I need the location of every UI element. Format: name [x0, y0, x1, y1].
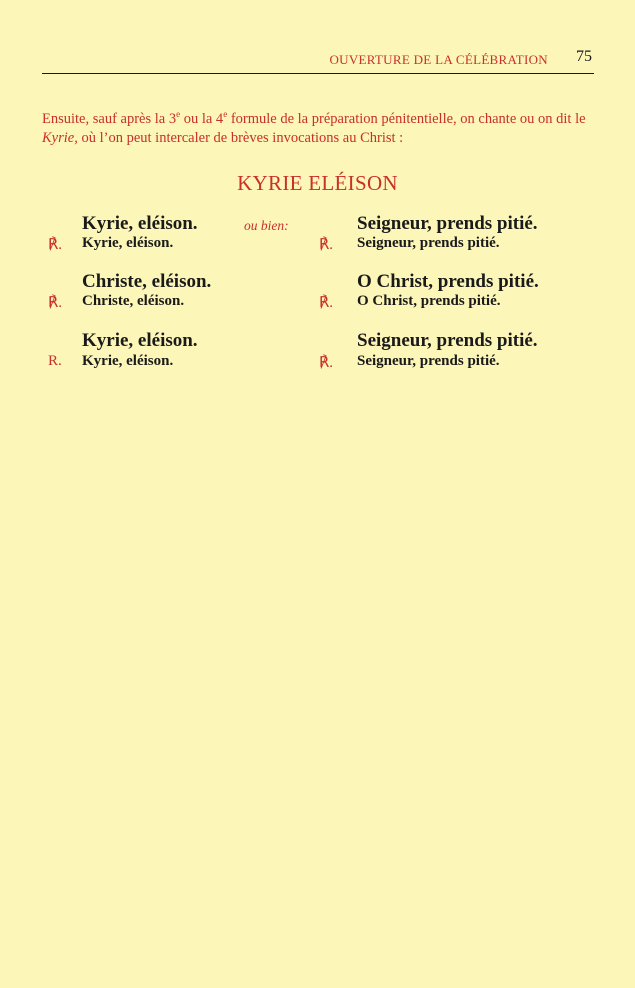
right-response-2: O Christ, prends pitié.	[357, 293, 501, 309]
left-invocation-2: Christe, eléison.	[82, 271, 212, 292]
right-invocation-3: Seigneur, prends pitié.	[357, 330, 538, 351]
rubric-italic-kyrie: Kyrie,	[42, 129, 78, 146]
response-marker: ℟.	[48, 237, 63, 253]
response-marker: ℟.	[319, 355, 334, 371]
running-title: OUVERTURE DE LA CÉLÉBRATION	[329, 52, 548, 67]
page-number: 75	[576, 48, 592, 65]
section-title: KYRIE ELÉISON	[237, 171, 398, 195]
rubric-text-2: ou la 4	[180, 110, 224, 127]
response-marker: ℟.	[319, 237, 334, 253]
left-response-3: Kyrie, eléison.	[82, 353, 174, 369]
rubric-superscript-2: e	[223, 109, 228, 119]
left-invocation-3: Kyrie, eléison.	[82, 330, 198, 351]
rubric-superscript-1: e	[176, 109, 181, 119]
left-response-2: Christe, eléison.	[82, 293, 185, 309]
right-invocation-2: O Christ, prends pitié.	[357, 271, 539, 292]
rubric-text-1: Ensuite, sauf après la 3	[42, 110, 177, 127]
right-response-3: Seigneur, prends pitié.	[357, 353, 500, 369]
left-invocation-1: Kyrie, eléison.	[82, 213, 198, 234]
right-invocation-1: Seigneur, prends pitié.	[357, 213, 538, 234]
alternative-label: ou bien:	[244, 218, 289, 233]
rubric-text-3: formule de la préparation pénitentielle, on chante ou on dit le	[227, 110, 586, 127]
right-response-1: Seigneur, prends pitié.	[357, 235, 500, 251]
response-marker: R.	[48, 353, 62, 369]
left-response-1: Kyrie, eléison.	[82, 235, 174, 251]
page-header	[42, 47, 594, 74]
response-marker: ℟.	[48, 295, 63, 311]
rubric-instruction	[42, 105, 597, 148]
rubric-text-4: où l’on peut intercaler de brèves invocations au Christ :	[77, 129, 404, 146]
response-marker: ℟.	[319, 295, 334, 311]
